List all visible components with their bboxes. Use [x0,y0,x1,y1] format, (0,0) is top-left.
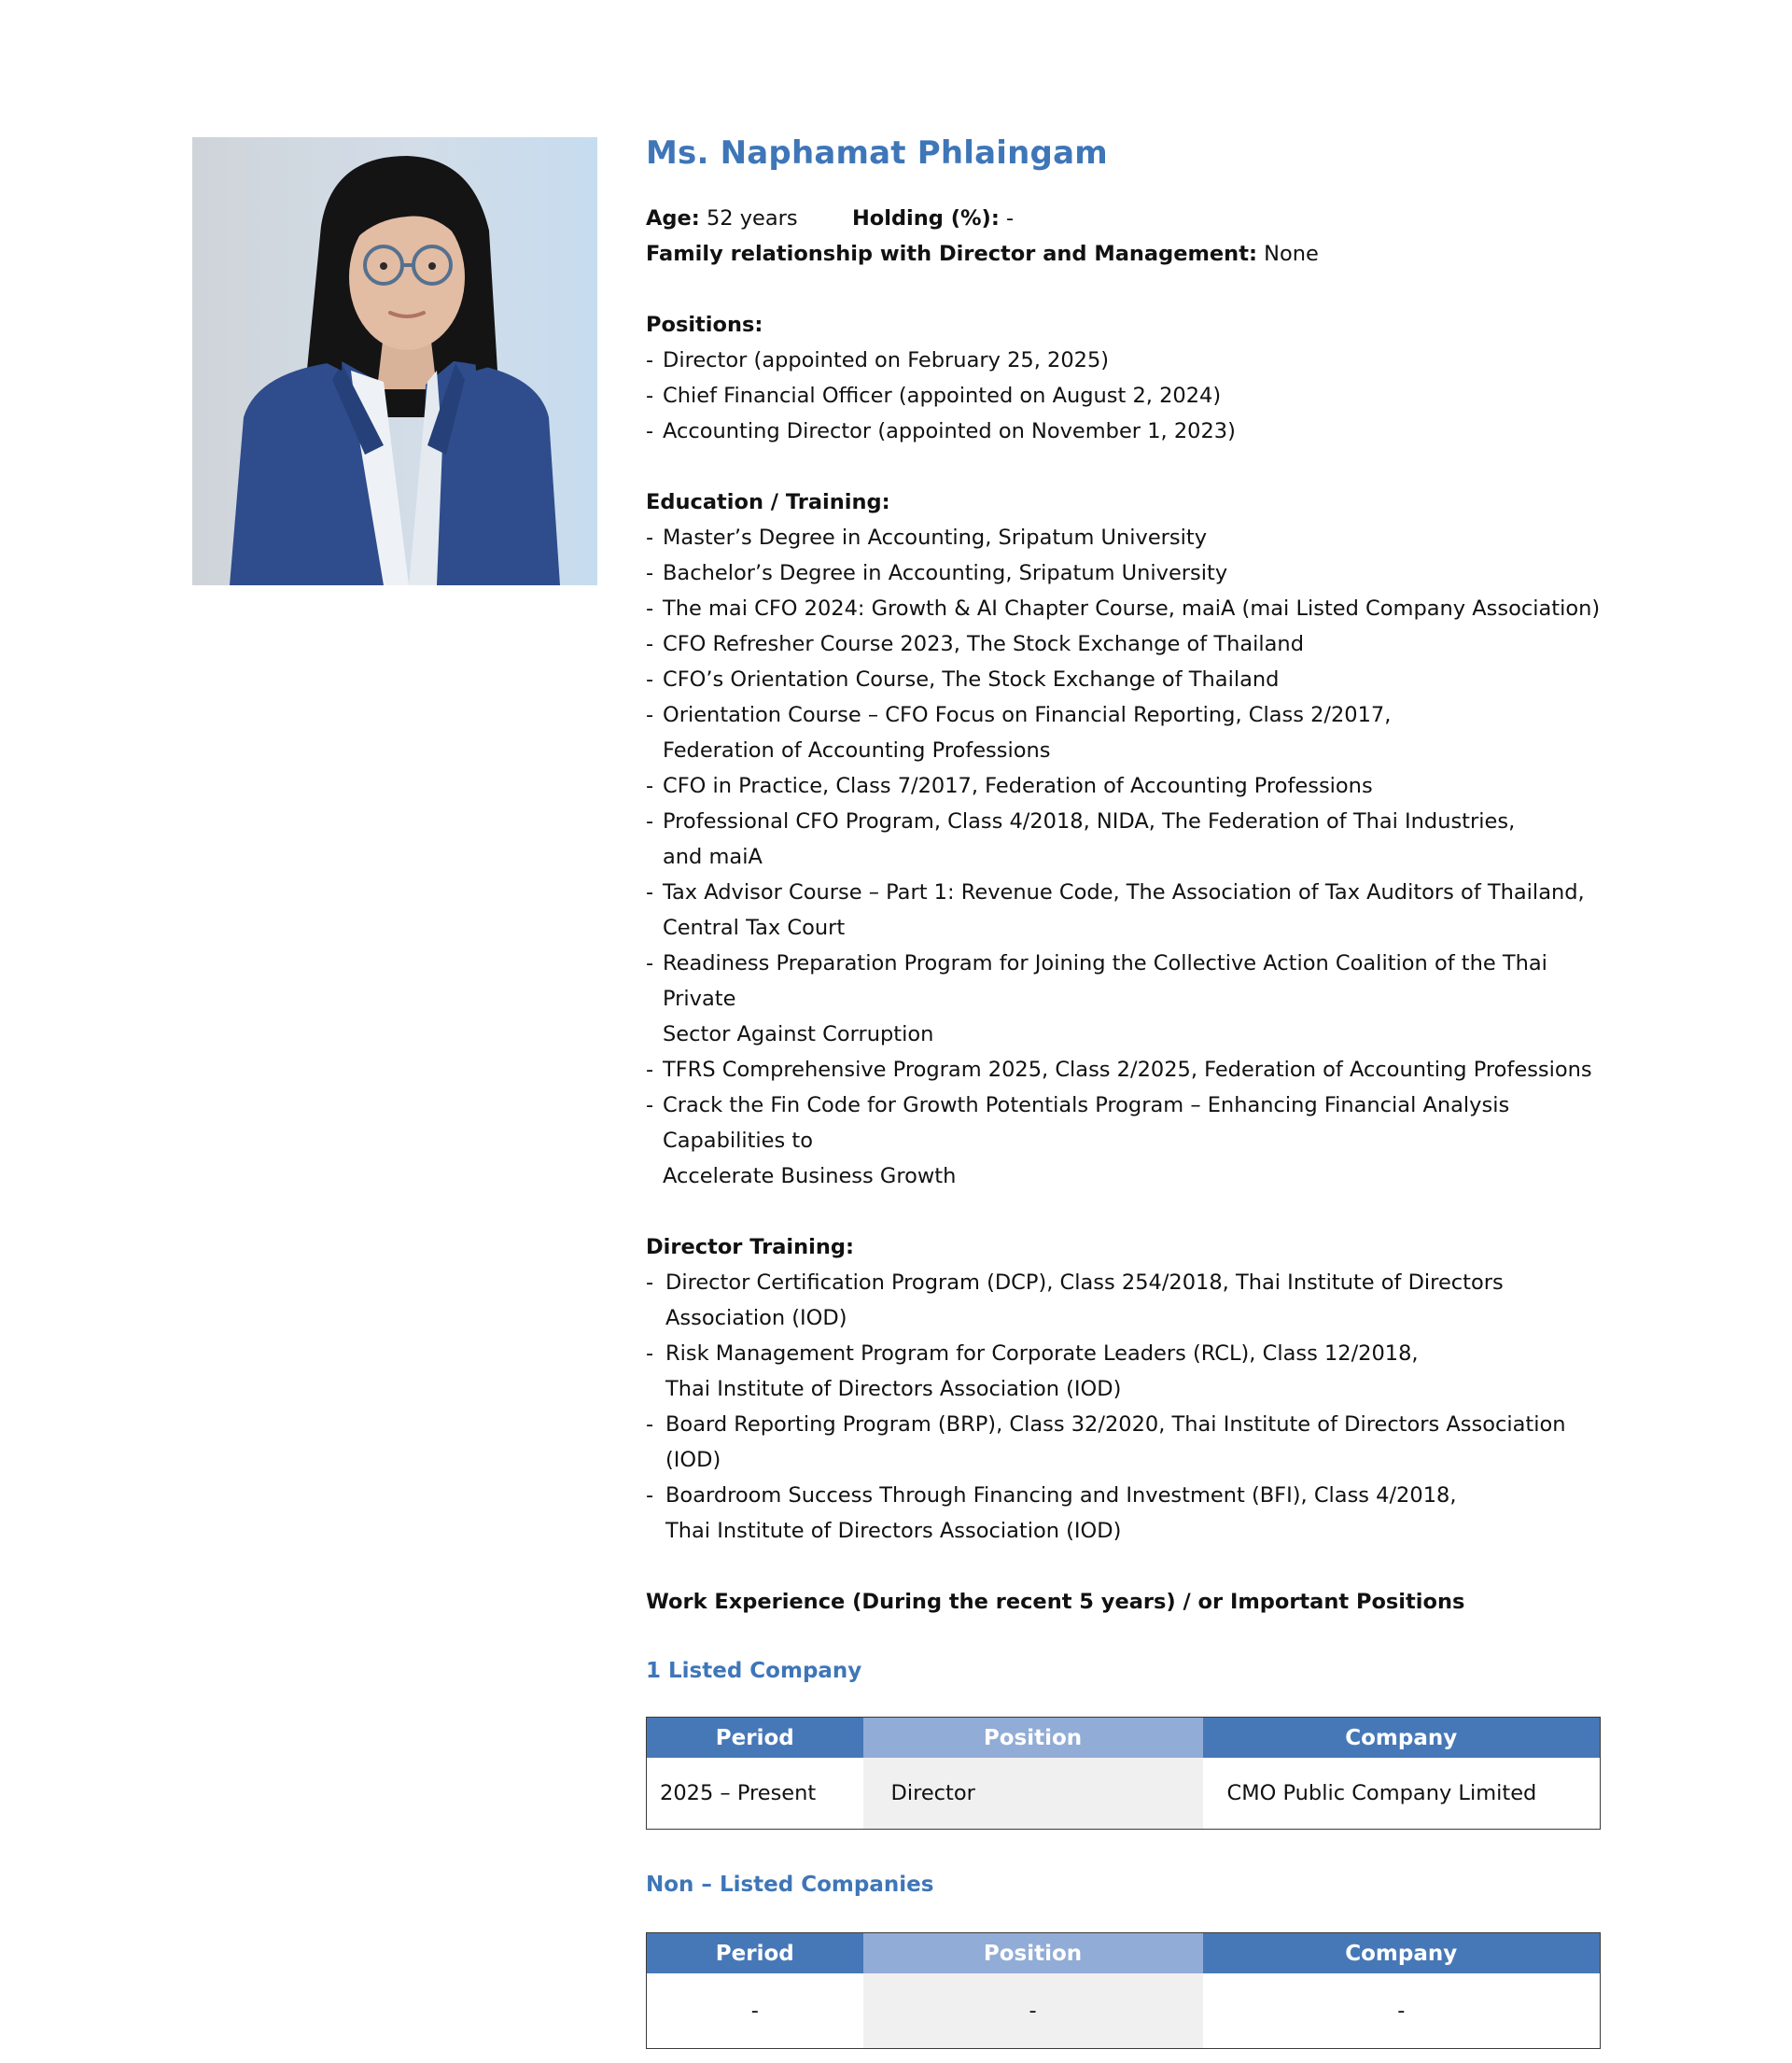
list-item [646,1265,1607,1336]
list-item [646,1478,1607,1549]
list-item-text: - Master’s Degree in Accounting, Sripatum University [663,526,1208,550]
column-header-position: Position [863,1718,1203,1759]
table-header-row [647,1933,1601,1974]
director-portrait [192,137,597,585]
age-label: Age: [646,206,700,231]
positions-heading: Positions: [646,313,763,337]
company-cell: - [1397,1999,1406,2023]
profile-content [646,131,1607,2049]
list-item [646,591,1607,626]
list-item [646,804,1607,875]
column-header-position: Position [863,1933,1203,1974]
list-item [646,520,1607,555]
education-heading: Education / Training: [646,490,890,514]
column-header-period: Period [647,1933,863,1974]
family-line [646,236,1607,272]
family-value: None [1264,242,1319,266]
non-listed-companies-title: Non – Listed Companies [646,1873,934,1897]
list-item [646,1088,1607,1194]
holding-label: Holding (%): [851,206,1000,231]
holding-value: - [1006,206,1015,231]
list-item-text: Central Tax Court [663,916,846,940]
list-item-text: - CFO in Practice, Class 7/2017, Federation of Accounting Professions [663,774,1373,798]
list-item-text: - Boardroom Success Through Financing and Investment (BFI), Class 4/2018, [665,1483,1457,1508]
list-item [646,1052,1607,1088]
director-training-heading: Director Training: [646,1235,854,1259]
list-item-text: - Crack the Fin Code for Growth Potentials Program – Enhancing Financial Analysis Capabilities to [663,1093,1510,1153]
list-item-text: - Tax Advisor Course – Part 1: Revenue Code, The Association of Tax Auditors of Thailand, [663,880,1585,905]
list-item-text: - Board Reporting Program (BRP), Class 32/2020, Thai Institute of Directors Association (IOD) [665,1412,1566,1472]
table-header-row [647,1718,1601,1759]
column-header-period: Period [647,1718,863,1759]
list-item-text: - Readiness Preparation Program for Joining the Collective Action Coalition of the Thai Private [663,951,1547,1011]
list-item-text: - The mai CFO 2024: Growth & AI Chapter Course, maiA (mai Listed Company Association) [663,596,1601,621]
list-item-text: - Director Certification Program (DCP), Class 254/2018, Thai Institute of Directors Association (IOD) [665,1270,1504,1330]
education-list [646,520,1607,1194]
list-item-text: Thai Institute of Directors Association (IOD) [665,1519,1122,1543]
list-item [646,626,1607,662]
age-value: 52 years [706,206,798,231]
list-item [646,875,1607,946]
list-item: - Chief Financial Officer (appointed on August 2, 2024) [646,378,1607,414]
list-item-text: - Orientation Course – CFO Focus on Financial Reporting, Class 2/2017, [663,703,1392,727]
list-item-text: Sector Against Corruption [663,1022,934,1046]
list-item [646,555,1607,591]
list-item [646,662,1607,697]
listed-company-table [646,1717,1601,1830]
list-item [646,697,1607,768]
director-training-list [646,1265,1607,1549]
work-experience-heading: Work Experience (During the recent 5 years) / or Important Positions [646,1590,1465,1614]
list-item-text: Thai Institute of Directors Association (IOD) [665,1377,1122,1401]
column-header-company: Company [1203,1718,1601,1759]
list-item: - Accounting Director (appointed on November 1, 2023) [646,414,1607,449]
list-item [646,1336,1607,1407]
period-cell: - [750,1999,759,2023]
list-item-text: Federation of Accounting Professions [663,738,1051,763]
positions-list [646,343,1607,449]
table-row [647,1973,1601,2049]
age-holding-line [646,201,1607,236]
list-item-text: - Risk Management Program for Corporate Leaders (RCL), Class 12/2018, [665,1341,1419,1366]
list-item [646,946,1607,1052]
family-label: Family relationship with Director and Management: [646,242,1257,266]
list-item-text: - CFO Refresher Course 2023, The Stock Exchange of Thailand [663,632,1304,656]
list-item: - Director (appointed on February 25, 2025) [646,343,1607,378]
period-cell: 2025 – Present [660,1781,817,1805]
company-cell: CMO Public Company Limited [1226,1781,1537,1805]
list-item [646,768,1607,804]
list-item [646,1407,1607,1478]
position-cell: - [863,1973,1203,2049]
position-cell: Director [863,1758,1203,1830]
column-header-company: Company [1203,1933,1601,1974]
page-title: Ms. Naphamat Phlaingam [646,134,1108,172]
list-item-text: Accelerate Business Growth [663,1164,957,1188]
table-row [647,1758,1601,1830]
list-item-text: - Professional CFO Program, Class 4/2018, NIDA, The Federation of Thai Industries, [663,809,1516,834]
list-item-text: - CFO’s Orientation Course, The Stock Exchange of Thailand [663,667,1280,692]
listed-company-title: 1 Listed Company [646,1659,862,1683]
list-item-text: - TFRS Comprehensive Program 2025, Class 2/2025, Federation of Accounting Professions [663,1058,1592,1082]
list-item-text: - Bachelor’s Degree in Accounting, Sripatum University [663,561,1228,585]
non-listed-companies-table [646,1932,1601,2049]
list-item-text: and maiA [663,845,763,869]
